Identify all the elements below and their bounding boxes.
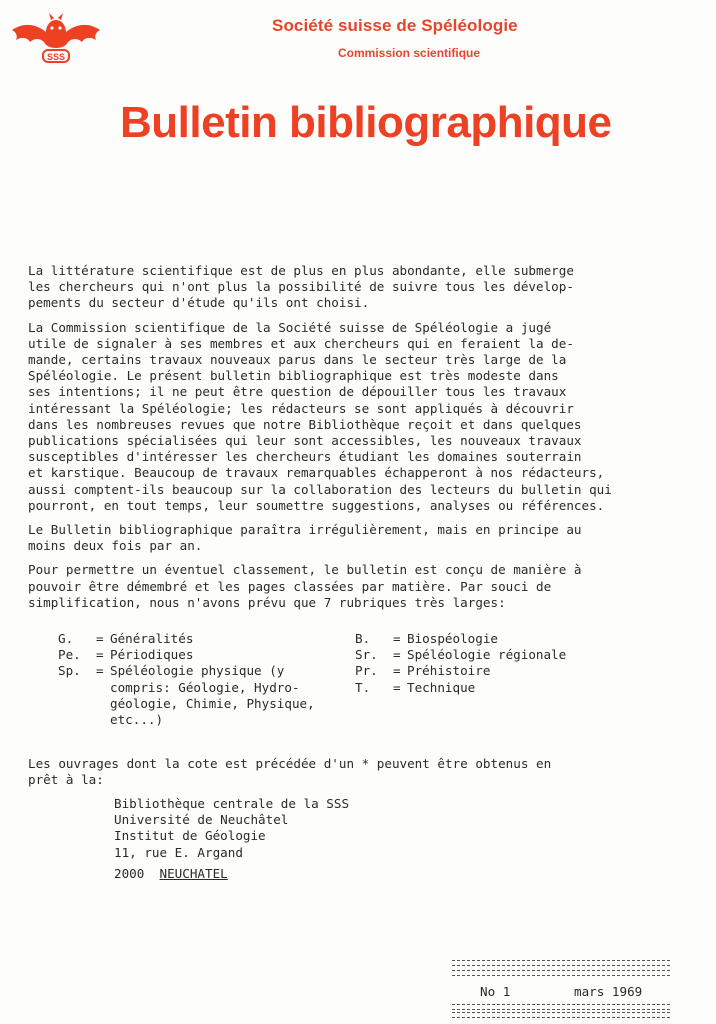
rubrics-left-column [58,631,358,728]
rubric-code: T. [355,679,371,695]
rubric-equals: = [96,663,104,679]
paragraph: Le Bulletin bibliographique paraîtra irrégulièrement, mais en principe au moins deux fois par an. [28,522,582,554]
rubrics-right-column [355,631,635,696]
divider [452,1004,670,1010]
rubric-code: Sp. [58,663,81,679]
rubric-code: B. [355,631,371,646]
address-line: 11, rue E. Argand [114,844,243,860]
rubric-code: Pe. [58,647,81,663]
society-name: Société suisse de Spéléologie [272,16,518,35]
paragraph: La Commission scientifique de la Société suisse de Spéléologie a jugé utile de signaler à ses membres et aux chercheurs qui en feraient la de- mande, certains travaux nouveaux parus dans le secteur très large de la Spéléologie. Le présent bulletin bibliographique est très modeste dans ses intentions; il ne peut être question de dépouiller tous les travaux intéressant la Spéléologie; les rédacteurs se sont appliqués à découvrir dans les nombreuses revues que notre Bibliothèque reçoit et dans quelques publications spécialisées qui leur sont accessibles, les nouveaux travaux susceptibles d'intéresser les chercheurs étudiant les domaines souterrain et karstique. Beaucoup de travaux remarquables échapperont à nos rédacteurs, aussi comptent-ils beaucoup sur la collaboration des lecteurs du bulletin qui pourront, en tout temps, leur soumettre suggestions, analyses ou références. [28,319,612,513]
rubric-item [58,631,358,647]
address-line: Institut de Géologie [114,828,266,844]
library-address [114,796,349,861]
rubric-equals: = [96,647,104,663]
rubric-equals: = [393,663,401,679]
paragraph: Pour permettre un éventuel classement, le bulletin est conçu de manière à pouvoir être démembré et les pages classées par matière. Par souci de simplification, nous n'avons prévu que 7 rubriques très larges: [28,562,582,610]
rubric-code: Sr. [355,647,378,663]
rubric-item [58,663,358,728]
page-title: Bulletin bibliographique [120,98,612,147]
bat-logo-icon [6,10,106,66]
rubric-label: Généralités [110,631,194,646]
divider [452,960,670,966]
rubric-label: Biospéologie [407,631,498,646]
commission-name: Commission scientifique [338,46,481,60]
logo-text: SSS [46,52,66,62]
loan-notice: Les ouvrages dont la cote est précédée d'un * peuvent être obtenus en prêt à la: [28,756,552,788]
rubric-equals: = [393,631,401,646]
paragraph: La littérature scientifique est de plus en plus abondante, elle submerge les chercheurs qui n'ont plus la possibilité de suivre tous les dévelop- pements du secteur d'étude qu'ils ont choisi. [28,263,574,311]
rubric-equals: = [393,647,401,663]
rubric-item [355,663,635,679]
rubric-equals: = [393,679,401,695]
issue-number: No 1 [480,984,511,999]
rubric-label: Spéléologie régionale [407,647,567,663]
address-line: Université de Neuchâtel [114,812,289,828]
rubric-item [355,631,635,647]
city-name: NEUCHATEL [159,866,228,881]
rubric-label: Préhistoire [407,663,491,679]
rubric-code: Pr. [355,663,378,679]
rubric-code: G. [58,631,74,646]
rubric-item [355,680,635,696]
issue-box [452,960,670,1016]
issue-date: mars 1969 [574,984,643,999]
intro-text [28,263,700,619]
address-line: Bibliothèque centrale de la SSS [114,796,350,811]
postal-code: 2000 [114,866,145,881]
rubric-label: Spéléologie physique (y compris: Géologie, Hydro- géologie, Chimie, Physique, etc...) [110,663,315,728]
rubric-equals: = [96,631,104,646]
rubric-item [355,647,635,663]
rubric-label: Périodiques [110,647,194,663]
divider [452,970,670,976]
rubric-item [58,647,358,663]
rubric-label: Technique [407,679,476,695]
divider [452,1012,670,1018]
postal-line [114,866,228,881]
